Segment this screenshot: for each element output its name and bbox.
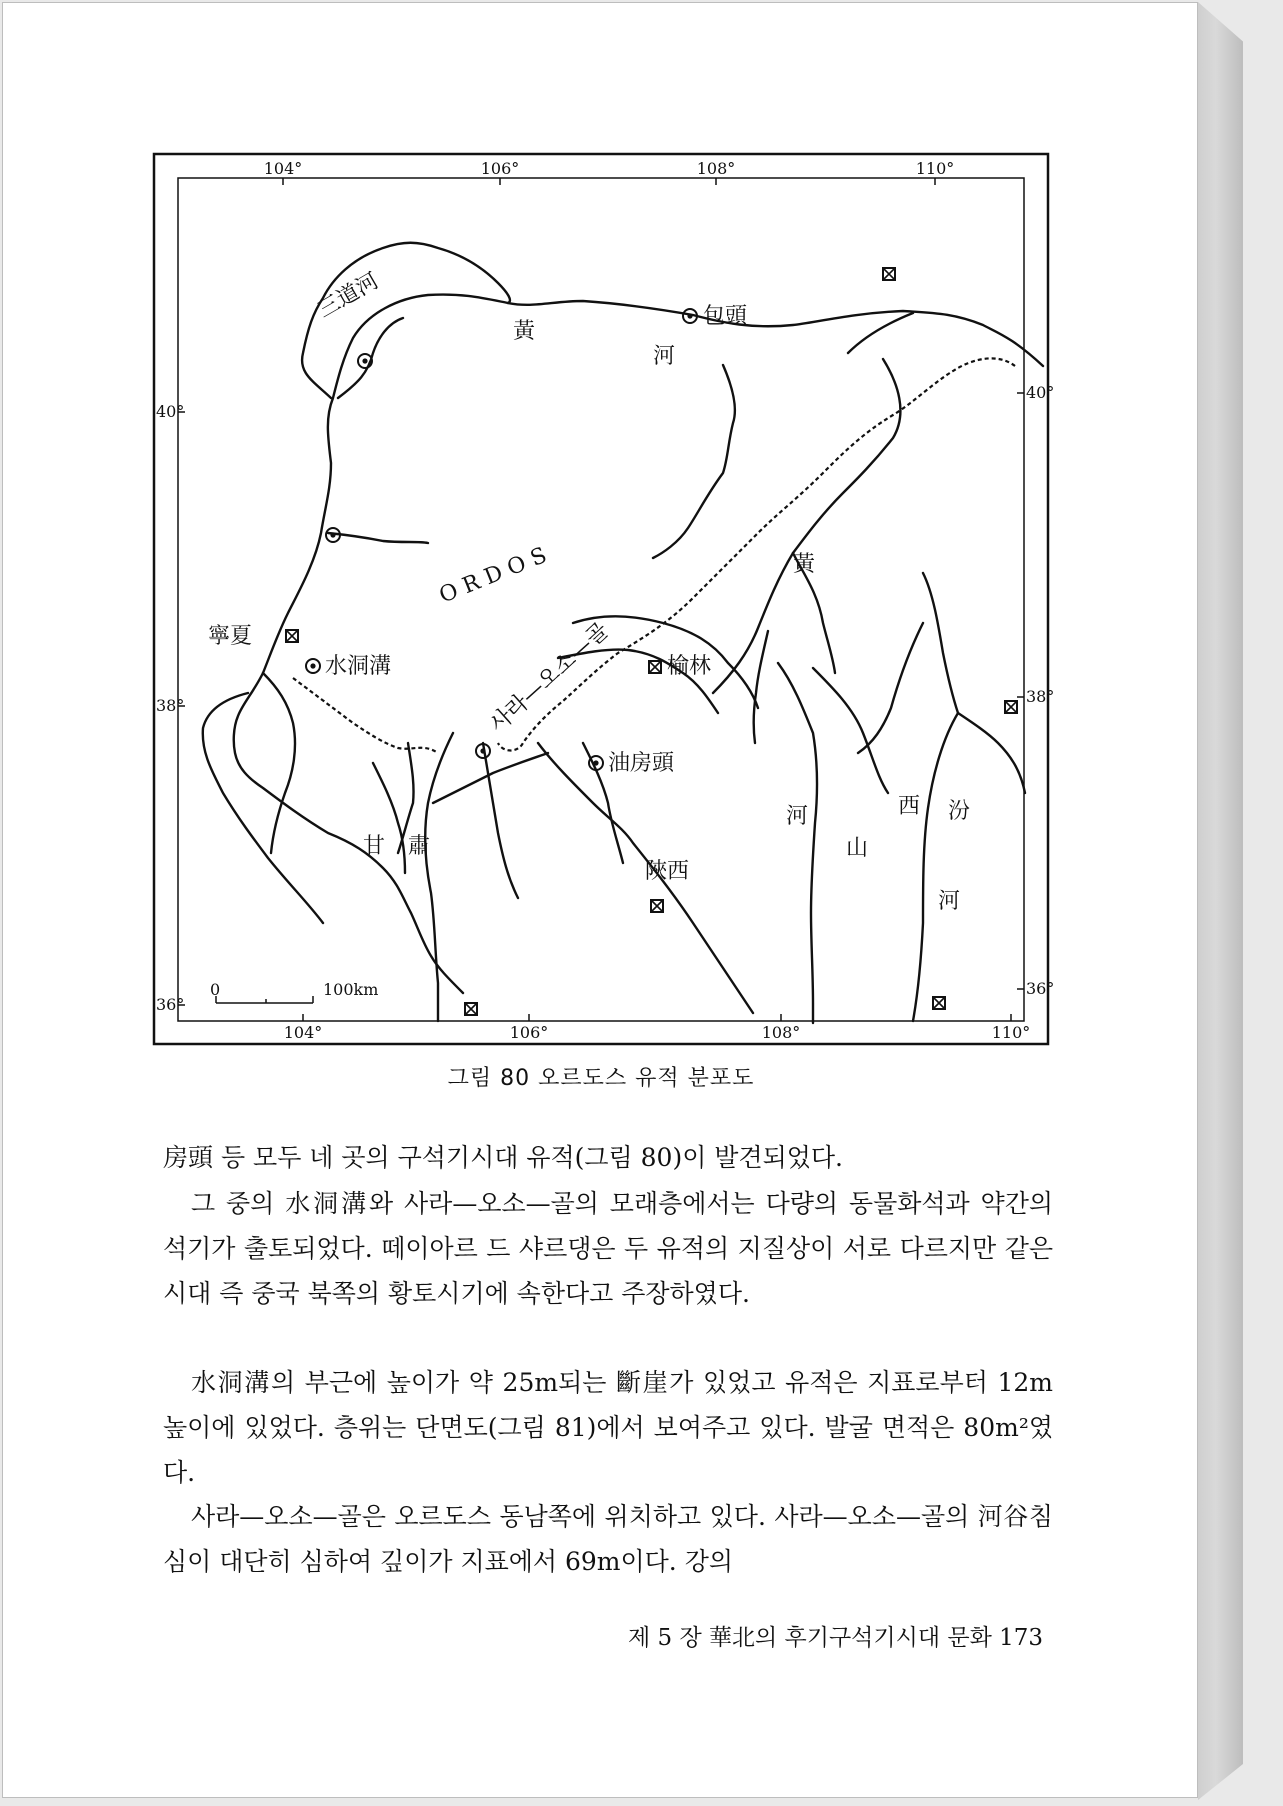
lat-label-right-36: 36° [1026,979,1055,998]
label-ningxia: 寧夏 [208,624,253,649]
paragraph-2: 그 중의 水洞溝와 사라—오소—골의 모래층에서는 다량의 동물화석과 약간의 석기가 출토되었다. 떼이아르 드 샤르댕은 두 유적의 지질상이 서로 다르지만 같은 시대 즉 중국 북쪽의 황토시기에 속한다고 주장하였다. [163,1189,1053,1308]
lon-label-bottom-106: 106° [509,1023,549,1042]
scale-zero-label: 0 [210,980,221,999]
figure-caption: 그림 80 오르도스 유적 분포도 [447,1066,755,1091]
label-youfangtou: 油房頭 [608,751,675,776]
sandao-river [302,243,510,398]
lon-label-top-110: 110° [915,159,955,178]
label-he-1: 河 [653,344,676,369]
ordos-site-map [153,153,1055,1045]
lat-label-right-40: 40° [1026,383,1055,402]
yellow-river [234,295,1043,993]
lon-label-top-104: 104° [263,159,303,178]
label-huang-1: 黃 [513,319,536,344]
lat-label-right-38: 38° [1026,687,1055,706]
label-salaosogol: 사라—오소—골 [485,618,614,738]
label-sandaohe: 三道河 [313,268,384,324]
scale-bar [210,980,378,1003]
great-wall-west [293,678,438,753]
map-inner-frame [178,178,1024,1021]
label-huang-2: 黃 [793,552,816,577]
label-baotou: 包頭 [703,304,748,329]
label-ordos: O R D O S [435,542,551,609]
lat-label-left-36: 36° [156,995,185,1014]
label-xi: 西 [898,794,921,819]
lon-label-top-106: 106° [480,159,520,178]
book-page [2,2,1198,1798]
label-shuidonggou: 水洞溝 [325,654,392,679]
lat-label-left-40: 40° [156,402,185,421]
label-he-3: 河 [938,889,961,914]
running-footer: 제 5 장 華北의 후기구석기시대 문화 173 [627,1625,1043,1651]
label-su: 肅 [408,834,431,859]
label-fen: 汾 [948,799,971,824]
lon-label-bottom-110: 110° [991,1023,1031,1042]
paragraph-3: 水洞溝의 부근에 높이가 약 25m되는 斷崖가 있었고 유적은 지표로부터 12m 높이에 있었다. 층위는 단면도(그림 81)에서 보여주고 있다. 발굴 면적은 80m²였다. [163,1368,1053,1487]
paragraph-1: 房頭 등 모두 네 곳의 구석기시대 유적(그림 80)이 발견되었다. [163,1143,843,1172]
lon-label-bottom-108: 108° [761,1023,801,1042]
label-gan: 甘 [363,834,386,859]
yellow-river-east [713,359,900,693]
label-shaanxi: 陜西 [645,859,690,884]
lat-label-left-38: 38° [156,696,185,715]
paragraph-4: 사라—오소—골은 오르도스 동남쪽에 위치하고 있다. 사라—오소—골의 河谷침심이 대단히 심하여 깊이가 지표에서 69m이다. 강의 [163,1502,1053,1576]
label-yulin: 榆林 [667,654,712,679]
lon-label-top-108: 108° [696,159,736,178]
lon-label-bottom-104: 104° [283,1023,323,1042]
page-stack-edge [1198,2,1243,1800]
map-outer-frame [154,154,1048,1044]
label-shan: 山 [846,836,869,861]
scale-distance-label: 100km [323,980,379,999]
label-he-2: 河 [786,804,809,829]
